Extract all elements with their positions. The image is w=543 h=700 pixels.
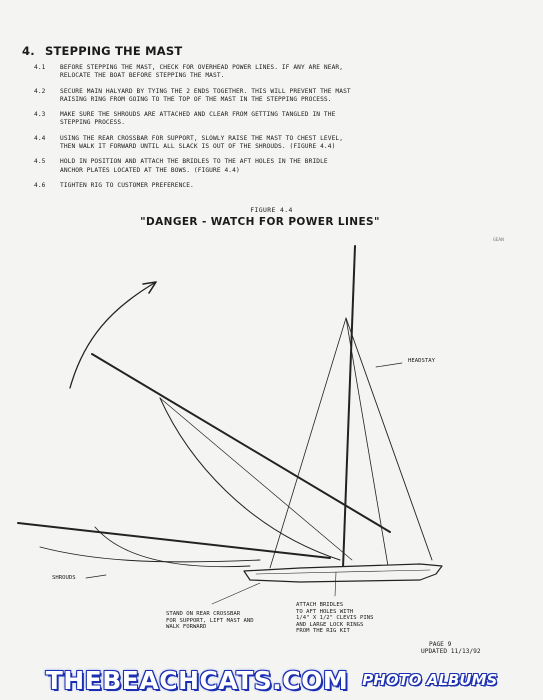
step-number: 4.2 <box>34 87 46 95</box>
figure-stamp: GEAN <box>493 238 504 243</box>
figure-label: FIGURE 4.4 <box>250 206 293 214</box>
headstay-leader <box>376 363 402 367</box>
callout-headstay: HEADSTAY <box>408 358 435 364</box>
section-number: 4. <box>22 44 35 58</box>
step-text: BEFORE STEPPING THE MAST, CHECK FOR OVERHEAD POWER LINES. IF ANY ARE NEAR, RELOCATE THE BOAT BEFORE STEPPING THE MAST. <box>60 64 344 80</box>
photo-albums-link[interactable]: PHOTO ALBUMS <box>362 671 498 689</box>
shroud-line <box>270 318 346 568</box>
step-text: TIGHTEN RIG TO CUSTOMER PREFERENCE. <box>60 181 194 189</box>
headstay-line <box>346 318 432 560</box>
site-logo[interactable]: THEBEACHCATS.COM <box>45 665 349 695</box>
shroud-line <box>346 318 388 566</box>
step-number: 4.1 <box>34 64 46 71</box>
callout-line: FROM THE RIG KIT <box>296 628 350 635</box>
section-title: STEPPING THE MAST <box>45 44 183 58</box>
crossbar-leader <box>212 583 260 604</box>
updated-date: UPDATED 11/13/92 <box>421 648 481 655</box>
motion-arc <box>70 282 156 388</box>
callout-line: STAND ON REAR CROSSBAR <box>166 611 241 617</box>
callout-line: AND LARGE LOCK RINGS <box>296 621 364 628</box>
callout-bridles <box>296 602 373 635</box>
shrouds-leader <box>86 575 106 578</box>
step-number: 4.5 <box>34 158 46 166</box>
step-text: SECURE MAIN HALYARD BY TYING THE 2 ENDS TOGETHER. THIS WILL PREVENT THE MAST RAISING RING FROM GOING TO THE TOP OF THE MAST IN THE STEPPING PROCESS. <box>60 87 351 103</box>
callout-line: ATTACH BRIDLES <box>296 602 344 608</box>
lowered-shroud-arc <box>40 547 260 562</box>
arrow-head <box>143 282 156 293</box>
step-number: 4.6 <box>34 181 46 189</box>
callout-crossbar <box>166 611 254 631</box>
swing-arc <box>160 398 340 560</box>
page-number: PAGE 9 <box>429 641 452 648</box>
step-text: MAKE SURE THE SHROUDS ARE ATTACHED AND CLEAR FROM GETTING TANGLED IN THE STEPPING PROCESS. <box>60 111 336 127</box>
step-number: 4.3 <box>34 111 46 119</box>
figure-title: "DANGER - WATCH FOR POWER LINES" <box>140 216 380 228</box>
mast-upright <box>343 246 355 568</box>
callout-line: FOR SUPPORT, LIFT MAST AND <box>166 617 254 624</box>
page-footer <box>421 641 481 655</box>
site-banner[interactable] <box>0 660 543 700</box>
hull <box>244 564 442 582</box>
step-number: 4.4 <box>34 134 46 142</box>
step-text: USING THE REAR CROSSBAR FOR SUPPORT, SLOWLY RAISE THE MAST TO CHEST LEVEL, THEN WALK IT FORWARD UNTIL ALL SLACK IS OUT OF THE SHROUDS. (FIGURE 4.4) <box>60 134 344 151</box>
callout-line: WALK FORWARD <box>166 624 207 631</box>
shroud-line <box>160 398 352 560</box>
callout-line: TO AFT HOLES WITH <box>296 608 354 615</box>
step-text: HOLD IN POSITION AND ATTACH THE BRIDLES TO THE AFT HOLES IN THE BRIDLE ANCHOR PLATES LOCATED AT THE BOWS. (FIGURE 4.4) <box>60 158 328 174</box>
callout-shrouds: SHROUDS <box>52 575 76 581</box>
mast-intermediate <box>92 354 390 532</box>
callout-line: 1/4" X 1/2" CLEVIS PINS <box>296 615 374 622</box>
